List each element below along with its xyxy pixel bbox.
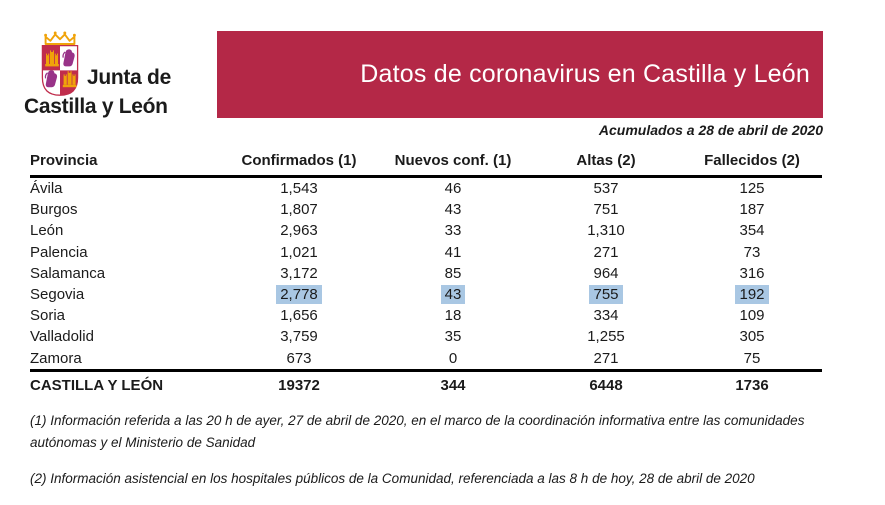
covid-data-table (30, 150, 822, 397)
cell-fallecidos: 192 (682, 284, 822, 305)
cell-altas: 1,310 (587, 222, 625, 240)
column-header-nuevos: Nuevos conf. (1) (376, 150, 530, 177)
table-row (30, 220, 822, 241)
cell-provincia: Ávila (30, 180, 63, 197)
table-row (30, 326, 822, 347)
title-banner (217, 31, 823, 118)
total-fallecidos: 1736 (682, 370, 822, 397)
table-row (30, 348, 822, 371)
cell-confirmados: 2,778 (222, 284, 376, 305)
cell-provincia: Valladolid (30, 328, 94, 346)
footnote-1: (1) Información referida a las 20 h de ayer, 27 de abril de 2020, en el marco de la coordinación informativa entre las comunidades autónomas y el Ministerio de Sanidad (30, 413, 805, 450)
cell-provincia: Palencia (30, 243, 88, 261)
cell-altas: 271 (593, 243, 619, 261)
cell-altas: 964 (593, 264, 619, 282)
cell-altas: 334 (593, 307, 619, 325)
logo-text-castilla: Castilla y León (24, 95, 168, 118)
date-subtitle: Acumulados a 28 de abril de 2020 (598, 122, 823, 138)
table-row (30, 242, 822, 263)
cell-altas: 755 (530, 284, 682, 305)
table-row (30, 199, 822, 220)
column-header-altas: Altas (2) (530, 150, 682, 177)
total-nuevos: 344 (376, 370, 530, 397)
cell-confirmados: 3,759 (280, 328, 318, 346)
cell-altas: 751 (593, 201, 619, 219)
column-header-confirmados: Confirmados (1) (222, 150, 376, 177)
coat-of-arms-icon (36, 31, 84, 97)
cell-provincia: Salamanca (30, 264, 106, 282)
cell-provincia: León (30, 222, 64, 240)
cell-confirmados: 1,807 (280, 201, 318, 219)
cell-nuevos: 43 (376, 284, 530, 305)
table-row-highlighted (30, 284, 822, 305)
footnote-2: (2) Información asistencial en los hospitales públicos de la Comunidad, referenciada a las 8 h de hoy, 28 de abril de 2020 (30, 471, 755, 486)
cell-confirmados: 3,172 (280, 264, 318, 282)
total-label: CASTILLA Y LEÓN (30, 370, 222, 397)
cell-confirmados: 2,963 (280, 222, 318, 240)
cell-provincia: Zamora (30, 349, 82, 367)
cell-nuevos: 0 (448, 349, 458, 367)
table-header (30, 150, 822, 177)
column-header-fallecidos: Fallecidos (2) (682, 150, 822, 177)
logo-text-junta: Junta de (87, 66, 171, 89)
cell-confirmados: 1,656 (280, 307, 318, 325)
logo (24, 31, 204, 117)
page-title: Datos de coronavirus en Castilla y León (360, 60, 810, 88)
cell-fallecidos: 73 (743, 243, 761, 261)
cell-fallecidos: 305 (739, 328, 765, 346)
cell-altas: 1,255 (587, 328, 625, 346)
logo-row (24, 31, 204, 97)
cell-nuevos: 18 (444, 307, 462, 325)
cell-fallecidos: 187 (739, 201, 765, 219)
cell-fallecidos: 75 (743, 349, 761, 367)
cell-provincia: Burgos (30, 201, 78, 219)
cell-altas: 271 (593, 349, 619, 367)
cell-provincia: Soria (30, 307, 66, 325)
cell-nuevos: 85 (444, 264, 462, 282)
cell-confirmados: 1,021 (280, 243, 318, 261)
cell-nuevos: 33 (444, 222, 462, 240)
cell-confirmados: 1,543 (280, 180, 318, 197)
cell-fallecidos: 109 (739, 307, 765, 325)
cell-nuevos: 41 (444, 243, 462, 261)
cell-nuevos: 35 (444, 328, 462, 346)
total-confirmados: 19372 (222, 370, 376, 397)
cell-nuevos: 46 (444, 180, 462, 197)
column-header-provincia: Provincia (30, 150, 222, 177)
table-total-row (30, 370, 822, 397)
cell-fallecidos: 125 (739, 180, 765, 197)
cell-fallecidos: 354 (739, 222, 765, 240)
total-altas: 6448 (530, 370, 682, 397)
cell-nuevos: 43 (444, 201, 462, 219)
cell-altas: 537 (593, 180, 619, 197)
cell-provincia: Segovia (30, 285, 85, 303)
cell-fallecidos: 316 (739, 264, 765, 282)
cell-confirmados: 673 (286, 349, 312, 367)
table-row (30, 305, 822, 326)
table-row (30, 177, 822, 200)
table-row (30, 263, 822, 284)
